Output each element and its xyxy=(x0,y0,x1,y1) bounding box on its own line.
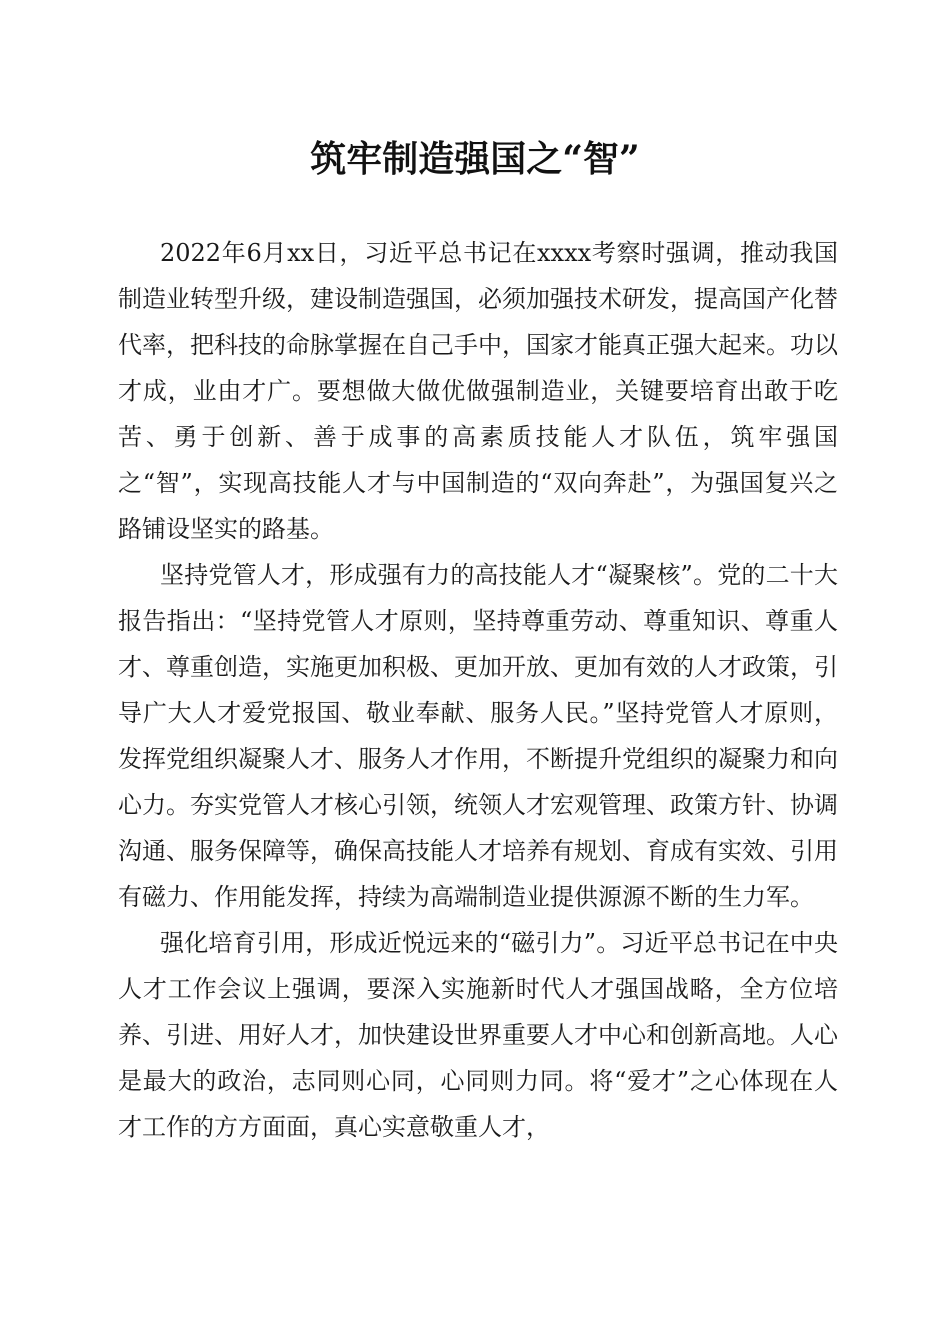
document-title: 筑牢制造强国之“智” xyxy=(310,138,640,180)
paragraph-party-management: 坚持党管人才，形成强有力的高技能人才“凝聚核”。党的二十大报告指出：“坚持党管人才原则，坚持尊重劳动、尊重知识、尊重人才、尊重创造，实施更加积极、更加开放、更加有效的人才政策，引导广大人才爱党报国、敬业奉献、服务人民。”坚持党管人才原则，发挥党组织凝聚人才、服务人才作用，不断提升党组织的凝聚力和向心力。夯实党管人才核心引领，统领人才宏观管理、政策方针、协调沟通、服务保障等，确保高技能人才培养有规划、育成有实效、引用有磁力、作用能发挥，持续为高端制造业提供源源不断的生力军。 xyxy=(118,561,838,911)
paragraph-intro: 2022年6月xx日，习近平总书记在xxxx考察时强调，推动我国制造业转型升级，建设制造强国，必须加强技术研发，提高国产化替代率，把科技的命脉掌握在自己手中，国家才能真正强大起来。功以才成，业由才广。要想做大做优做强制造业，关键要培育出敢于吃苦、勇于创新、善于成事的高素质技能人才队伍，筑牢强国之“智”，实现高技能人才与中国制造的“双向奔赴”，为强国复兴之路铺设坚实的路基。 xyxy=(118,239,838,543)
document-body xyxy=(118,230,838,1150)
paragraph-talent-cultivation: 强化培育引用，形成近悦远来的“磁引力”。习近平总书记在中央人才工作会议上强调，要深入实施新时代人才强国战略，全方位培养、引进、用好人才，加快建设世界重要人才中心和创新高地。人心是最大的政治，志同则心同，心同则力同。将“爱才”之心体现在人才工作的方方面面，真心实意敬重人才， xyxy=(118,929,838,1141)
